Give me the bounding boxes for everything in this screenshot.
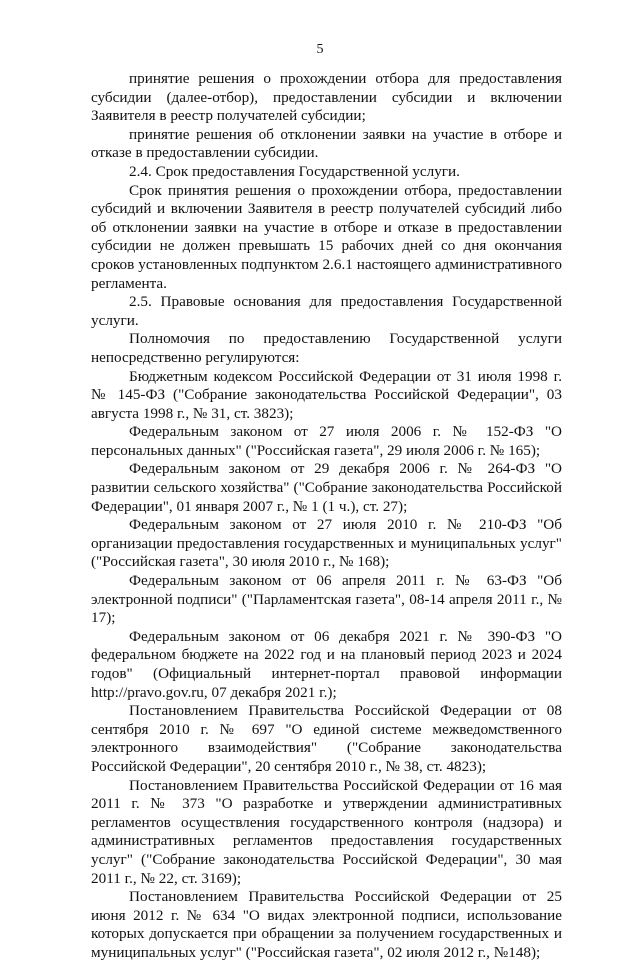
law-item-63-fz: Федеральным законом от 06 апреля 2011 г. № 63-ФЗ "Об электронной подписи" ("Парламентская газета", 08-14 апреля 2011 г., № 17); <box>91 572 562 627</box>
law-item-390-fz: Федеральным законом от 06 декабря 2021 г. № 390-ФЗ "О федеральном бюджете на 2022 год и на плановый период 2023 и 2024 годов" (Официальный интернет-портал правовой информации http://pravo.gov.ru, 07 декабря 2021 г.); <box>91 627 562 701</box>
law-item-152-fz: Федеральным законом от 27 июля 2006 г. № 152-ФЗ "О персональных данных" ("Российская газета", 29 июля 2006 г. № 165); <box>91 423 562 459</box>
section-heading-2-4: 2.4. Срок предоставления Государственной услуги. <box>129 162 460 180</box>
law-item-resolution-634: Постановлением Правительства Российской Федерации от 25 июня 2012 г. № 634 "О видах электронной подписи, использование которых допускается при обращении за получением государственных и муниципальных услуг" ("Российская газета", 02 июля 2012 г., №148); <box>91 888 562 961</box>
document-body <box>91 70 562 963</box>
paragraph-powers: Полномочия по предоставлению Государственной услуги непосредственно регулируются: <box>91 330 562 366</box>
paragraph-decision-term: Срок принятия решения о прохождении отбора, предоставлении субсидий и включении Заявителя в реестр получателей субсидий либо об отклонении заявки на участие в отборе и отказе в предоставлении субсидии не должен превышать 15 рабочих дней со дня окончания сроков установленных подпунктом 2.6.1 настоящего административного регламента. <box>91 181 562 292</box>
paragraph-decision-admission: принятие решения о прохождении отбора для предоставления субсидии (далее-отбор), предоставлении субсидии и включении Заявителя в реестр получателей субсидии; <box>91 70 562 125</box>
law-item-resolution-697: Постановлением Правительства Российской Федерации от 08 сентября 2010 г. № 697 "О единой системе межведомственного электронного взаимодействия" ("Собрание законодательства Российской Федерации", 20 сентября 2010 г., № 38, ст. 4823); <box>91 702 562 775</box>
law-item-210-fz: Федеральным законом от 27 июля 2010 г. № 210-ФЗ "Об организации предоставления государственных и муниципальных услуг" ("Российская газета", 30 июля 2010 г., № 168); <box>91 516 562 571</box>
law-item-resolution-373: Постановлением Правительства Российской Федерации от 16 мая 2011 г. № 373 "О разработке и утверждении административных регламентов осуществления государственного контроля (надзора) и административных регламентов предоставления государственных услуг" ("Собрание законодательства Российской Федерации", 30 мая 2011 г., № 22, ст. 3169); <box>91 776 562 887</box>
page-number: 5 <box>316 42 324 57</box>
paragraph-decision-rejection: принятие решения об отклонении заявки на участие в отборе и отказе в предоставлении субсидии. <box>91 125 562 162</box>
law-item-264-fz: Федеральным законом от 29 декабря 2006 г. № 264-ФЗ "О развитии сельского хозяйства" ("Собрание законодательства Российской Федерации", 01 января 2007 г., № 1 (1 ч.), ст. 27); <box>91 460 562 515</box>
section-heading-2-5: 2.5. Правовые основания для предоставления Государственной услуги. <box>91 293 562 329</box>
law-item-budget-code: Бюджетным кодексом Российской Федерации от 31 июля 1998 г. № 145-ФЗ ("Собрание законодательства Российской Федерации", 03 августа 1998 г., № 31, ст. 3823); <box>91 367 562 422</box>
